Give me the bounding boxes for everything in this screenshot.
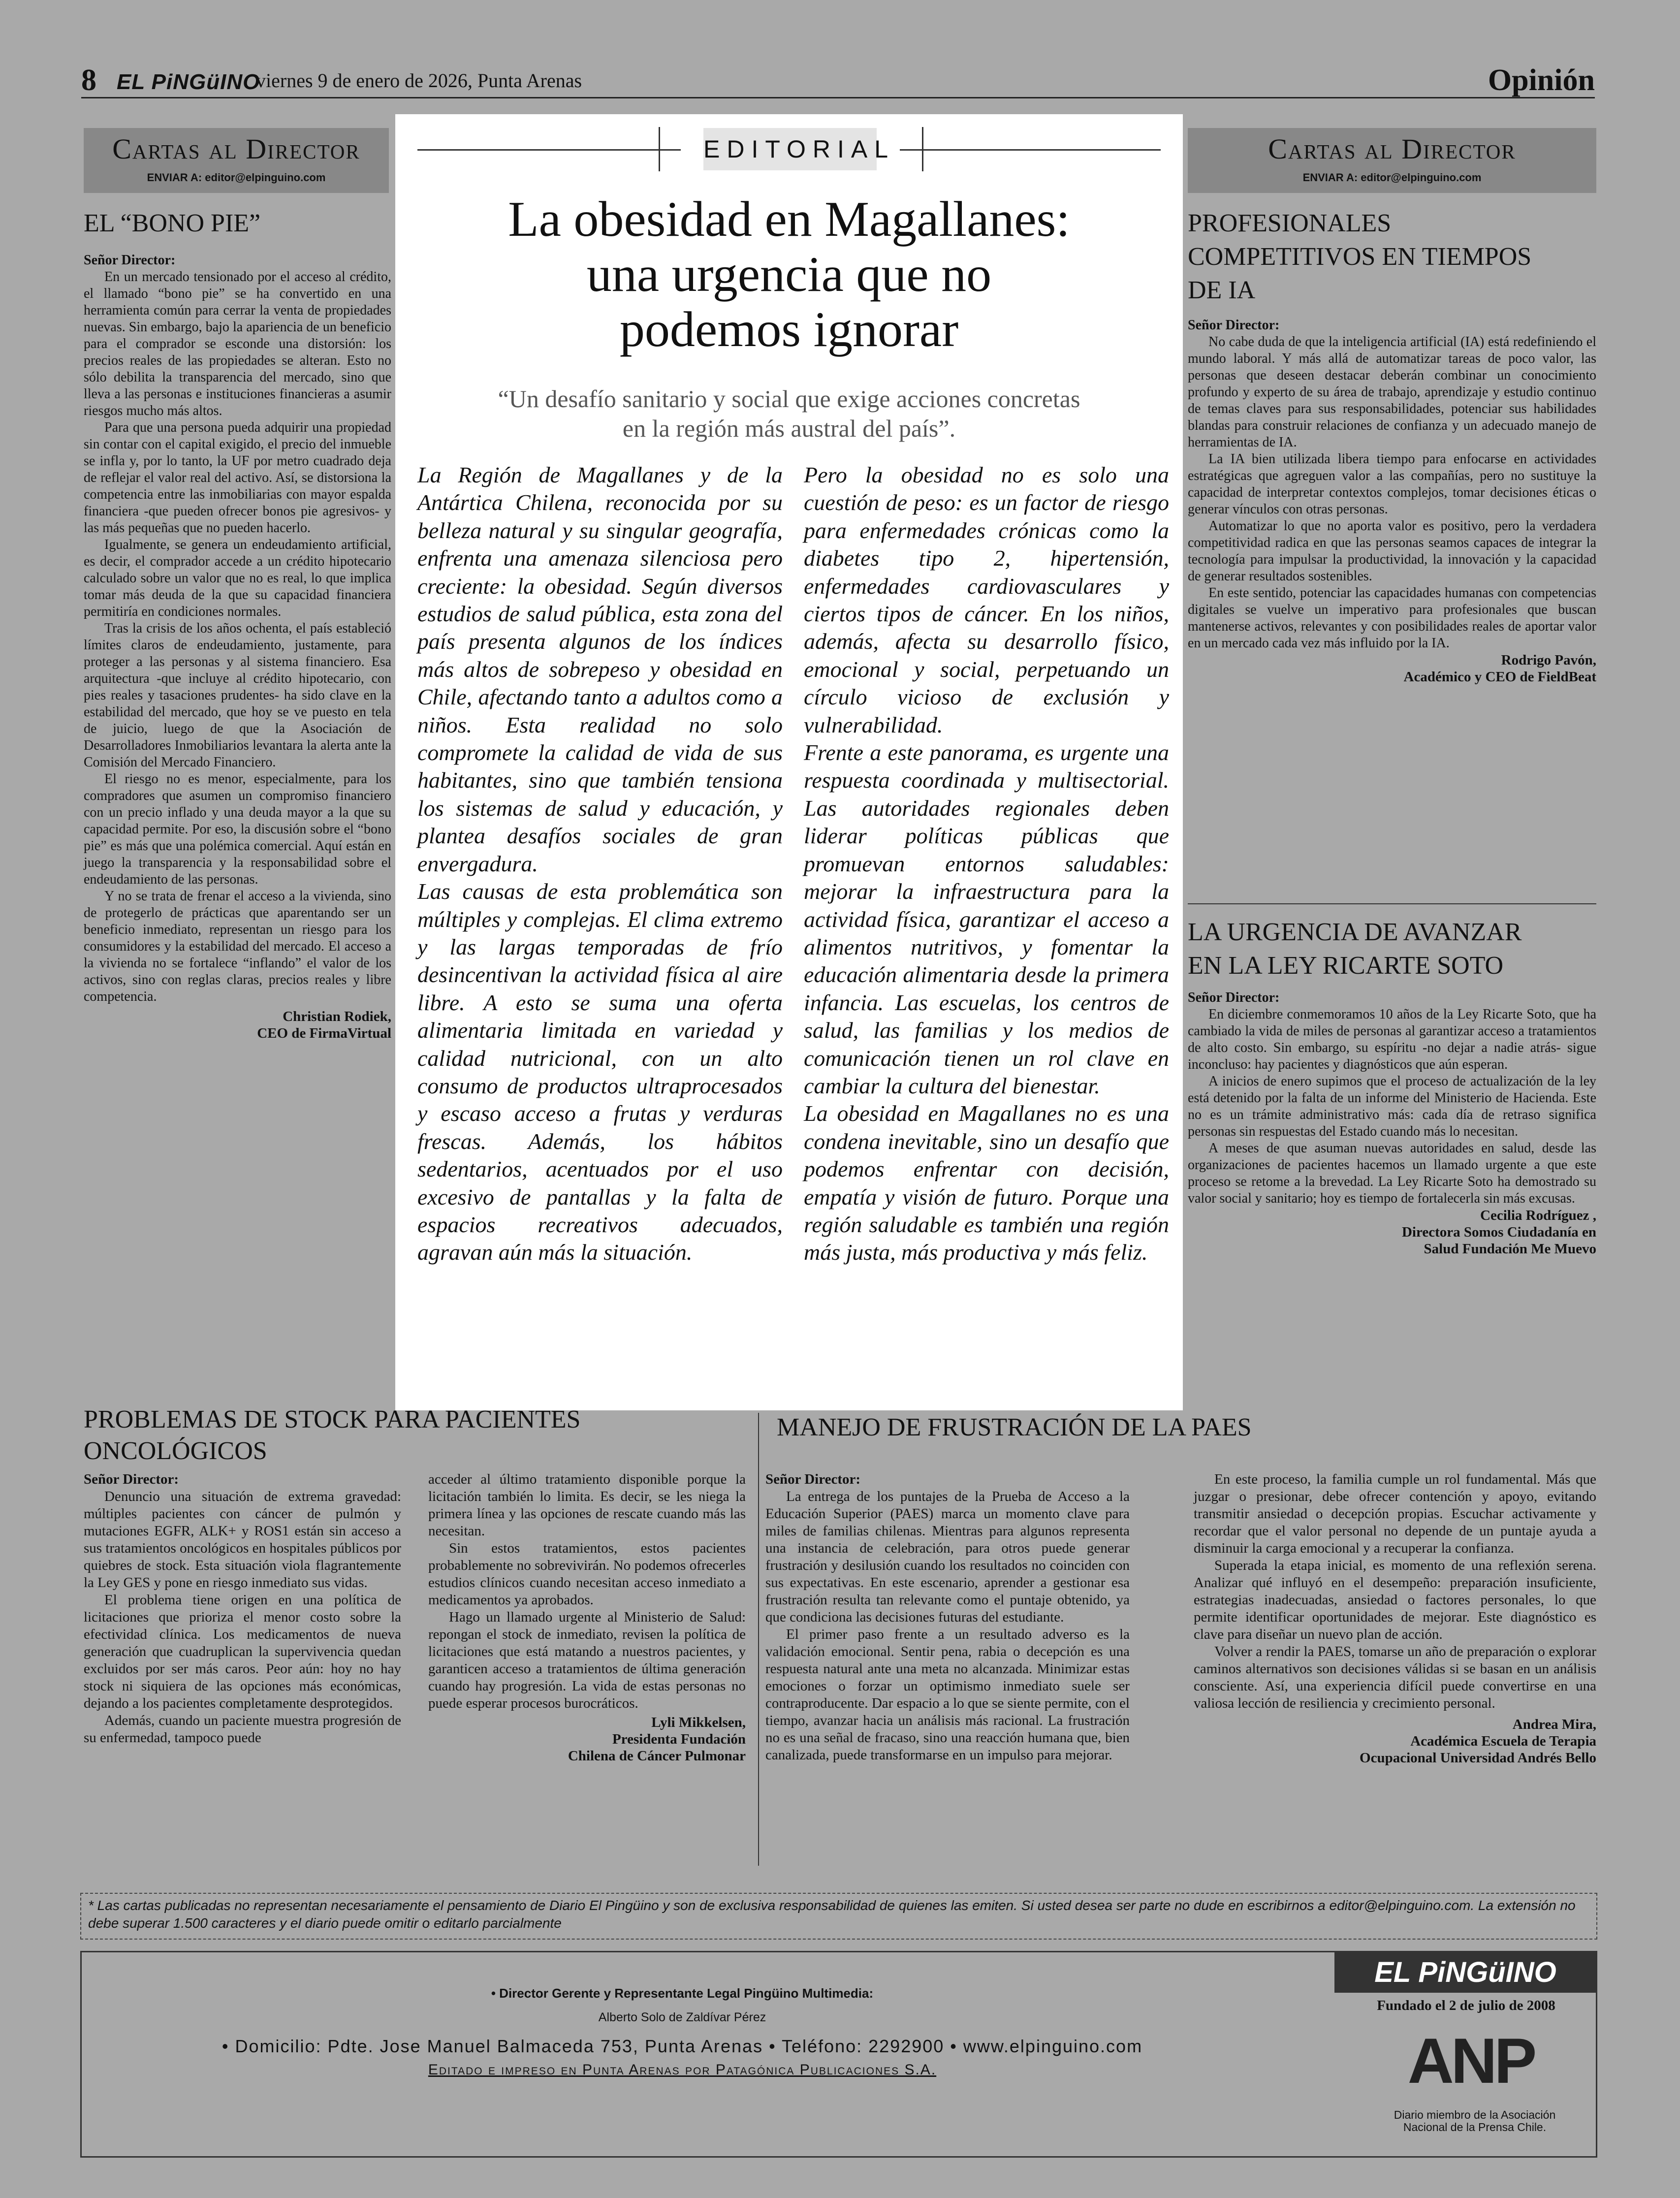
letter-bono-pie — [84, 207, 391, 1042]
letter-paragraph: Sin estos tratamientos, estos pacientes probablemente no sobrevivirán. No podemos ofrecerles estudios clínicos cuando necesitan acceso inmediato a medicamentos ya aprobados. — [428, 1540, 746, 1608]
signature-title: Presidenta Fundación — [612, 1731, 746, 1747]
letters-banner-left — [84, 128, 389, 193]
letter-paragraph: El problema tiene origen en una política de licitaciones que prioriza el menor costo sobre la efectividad clínica. Los medicamentos de nueva generación que cuadruplican la supervivencia quedan excluidos por ser más caros. Peor aún: hoy no hay stock ni siquiera de las opciones más económicas, dejando a los pacientes completamente desprotegidos. — [84, 1592, 401, 1711]
editorial-paragraph: Las causas de esta problemática son múltiples y complejas. El clima extremo y las largas temporadas de frío desincentivan la actividad física al aire libre. A esto se suma una oferta alimentaria limitada en variedad y calidad nutricional, con un alto consumo de productos ultraprocesados y escaso acceso a frutas y verduras frescas. Además, los hábitos sedentarios, acentuados por el uso excesivo de pantallas y la falta de espacios recreativos adecuados, agravan aún más la situación. — [417, 879, 783, 1265]
letter-paragraph: En diciembre conmemoramos 10 años de la Ley Ricarte Soto, que ha cambiado la vida de miles de personas al garantizar acceso a tratamientos de alto costo. Sin embargo, su espíritu -no dejar a nadie atrás- sigue inconcluso: hay pacientes y diagnósticos que aún esperan. — [1188, 1007, 1596, 1072]
editorial-rule-tick — [922, 127, 923, 171]
anp-caption — [1381, 2109, 1568, 2134]
signature-name: Rodrigo Pavón, — [1501, 652, 1596, 668]
letter-paragraph: A inicios de enero supimos que el proceso de actualización de la ley está detenido por la falta de un informe del Ministerio de Hacienda. Este no es un trámite administrativo más: cada día de retraso significa personas sin respuestas del Estado cuando más lo necesitan. — [1188, 1074, 1596, 1139]
page-header — [81, 63, 1595, 98]
editorial-title-line: podemos ignorar — [619, 302, 959, 357]
signature-name: Christian Rodiek, — [283, 1009, 391, 1024]
letter-salutation: Señor Director: — [1188, 990, 1280, 1005]
anp-logo-text: ANP — [1407, 2025, 1534, 2097]
letter-paragraph: Superada la etapa inicial, es momento de una reflexión serena. Analizar qué influyó en el desempeño: preparación insuficiente, estrategias inadecuadas, ansiedad o factores personales, lo que permite identificar oportunidades de mejorar. Este diagnóstico es clave para diseñar un nuevo plan de acción. — [1194, 1558, 1596, 1642]
editorial-dek-line: en la región más austral del país”. — [622, 414, 956, 442]
signature-title: Salud Fundación Me Muevo — [1424, 1241, 1596, 1257]
editorial-paragraph: La obesidad en Magallanes no es una condena inevitable, sino un desafío que podemos enfrentar con decisión, empatía y visión de futuro. Porque una región saludable es también una región más justa, más productiva y más feliz. — [804, 1101, 1169, 1265]
letters-banner-email: ENVIAR A: editor@elpinguino.com — [147, 171, 326, 184]
letter-stock-column-1 — [84, 1471, 401, 1747]
letters-banner-right — [1188, 128, 1596, 193]
letter-paragraph: El riesgo no es menor, especialmente, para los compradores que asumen un compromiso financiero con un precio inflado y una deuda mayor a la que su capacidad permite. Por eso, la discusión sobre el “bono pie” es más que una polémica comercial. Aquí están en juego la transparencia y la responsabilidad sobre el endeudamiento de las personas. — [84, 771, 391, 887]
headline-line: ONCOLÓGICOS — [84, 1437, 267, 1465]
signature-title: Ocupacional Universidad Andrés Bello — [1360, 1750, 1596, 1766]
editorial-paragraph: La Región de Magallanes y de la Antártica Chilena, reconocida por su belleza natural y su singular geografía, enfrenta una amenaza silenciosa pero creciente: la obesidad. Según diversos estudios de salud pública, esta zona del país presenta algunos de los índices más altos de sobrepeso y obesidad en Chile, afectando tanto a adultos como a niños. Esta realidad no solo compromete la calidad de vida de sus habitantes, sino que también tensiona los sistemas de salud y educación, y plantea desafíos sociales de gran envergadura. — [417, 462, 783, 876]
anp-caption-line: Diario miembro de la Asociación — [1394, 2108, 1556, 2121]
letters-banner-email: ENVIAR A: editor@elpinguino.com — [1302, 171, 1482, 184]
headline-line: PROFESIONALES — [1188, 209, 1392, 237]
letter-paragraph: En este proceso, la familia cumple un rol fundamental. Más que juzgar o presionar, debe ofrecer contención y apoyo, evitando transmitir ansiedad o decepción propias. Escuchar activamente y recordar que el valor personal no depende de un puntaje ayuda a disminuir la carga emocional y a recuperar la confianza. — [1194, 1471, 1596, 1556]
date-line: viernes 9 de enero de 2026, Punta Arenas — [256, 69, 582, 92]
letters-disclaimer: * Las cartas publicadas no representan necesariamente el pensamiento de Diario El Pingüino y son de exclusiva responsabilidad de quienes las emiten. Si usted desea ser parte no dude en escribirnos a editor@elpinguino.com. La extensión no debe superar 1.500 caracteres y el diario puede omitir o editarlo parcialmente — [80, 1893, 1597, 1940]
editorial-title-line: una urgencia que no — [586, 247, 992, 302]
letter-paragraph: Tras la crisis de los años ochenta, el país estableció límites claros de endeudamiento, justamente, para proteger a las personas y al sistema financiero. Esa arquitectura -que incluye al crédito hipotecario, con pies reales y tasaciones prudentes- ha sido clave en la estabilidad del mercado, que hoy se ve puesto en tela de juicio, luego de que la Asociación de Desarrolladores Inmobiliarios levantara la alerta ante la Comisión del Mercado Financiero. — [84, 621, 391, 770]
editorial-rule-left — [417, 149, 681, 151]
signature-title: CEO de FirmaVirtual — [257, 1025, 391, 1041]
letter-paes-column-2 — [1194, 1471, 1596, 1766]
letter-paragraph: A meses de que asuman nuevas autoridades en salud, desde las organizaciones de pacientes hacemos un llamado urgente a que este proceso se retome a la brevedad. La Ley Ricarte Soto ha demostrado su valor social y sanitario; hoy es tiempo de fortalecerla sin más excusas. — [1188, 1141, 1596, 1206]
editorial-dek-line: “Un desafío sanitario y social que exige acciones concretas — [498, 385, 1080, 413]
letter-headline — [1188, 916, 1596, 983]
headline-line: EN LA LEY RICARTE SOTO — [1188, 952, 1504, 980]
letter-paragraph: Además, cuando un paciente muestra progresión de su enfermedad, tampoco puede — [84, 1713, 401, 1746]
column-divider — [758, 1413, 759, 1866]
masthead-footer — [80, 1951, 1597, 2158]
signature-title: Académico y CEO de FieldBeat — [1403, 669, 1596, 685]
letter-headline: EL “BONO PIE” — [84, 209, 261, 237]
editorial-paragraph: Pero la obesidad no es solo una cuestión de peso: es un factor de riesgo para enfermedades crónicas como la diabetes tipo 2, hipertensión, enfermedades cardiovasculares y ciertos tipos de cáncer. En los niños, además, afecta su desarrollo físico, emocional y social, perpetuando un círculo vicioso de exclusión y vulnerabilidad. — [804, 462, 1169, 737]
headline-line: COMPETITIVOS EN TIEMPOS — [1188, 243, 1532, 271]
letter-paragraph: La entrega de los puntajes de la Prueba de Acceso a la Educación Superior (PAES) marca un momento clave para miles de familias chilenas. Mientras para algunos representa una instancia de celebración, para otros puede generar frustración y desilusión cuando los resultados no coinciden con sus expectativas. En este escenario, aprender a gestionar esa frustración resulta tan relevante como el puntaje obtenido, ya que condiciona las decisiones futuras del estudiante. — [765, 1489, 1130, 1625]
letter-paes-column-1 — [765, 1471, 1130, 1764]
editorial-column-1 — [417, 461, 783, 1267]
letter-paes-headline: MANEJO DE FRUSTRACIÓN DE LA PAES — [777, 1413, 1252, 1441]
letter-headline — [1188, 207, 1596, 307]
letter-paragraph: Y no se trata de frenar el acceso a la vivienda, sino de protegerlo de prácticas que aparentando ser un beneficio inmediato, representan un riesgo para los consumidores y la estabilidad del mercado. El acceso a la vivienda no se fortalece “inflando” el valor de los activos, sino con reglas claras, precios reales y libre competencia. — [84, 889, 391, 1004]
column-divider — [1188, 903, 1596, 904]
editorial-label: EDITORIAL — [703, 128, 877, 170]
letter-paragraph: El primer paso frente a un resultado adverso es la validación emocional. Sentir pena, rabia o decepción es una respuesta natural ante una meta no alcanzada. Minimizar estas emociones o forzar un optimismo inmediato suele ser contraproducente. Dar espacio a lo que se siente permite, con el tiempo, avanzar hacia un análisis más racional. La frustración no es una señal de fracaso, sino una reacción humana que, bien canalizada, puede transformarse en un impulso para mejorar. — [765, 1626, 1130, 1763]
section-title: Opinión — [1488, 64, 1595, 97]
letter-paragraph: No cabe duda de que la inteligencia artificial (IA) está redefiniendo el mundo laboral. Y más allá de automatizar tareas de poco valor, las personas que deseen destacar deberán combinar un conocimiento profundo y experto de su área de trabajo, aprendizaje y estudio continuo de temas claves para sus responsabilidades, potenciar sus habilidades blandas para construir relaciones de confianza y un adecuado manejo de herramientas de IA. — [1188, 334, 1596, 450]
letter-paragraph: Automatizar lo que no aporta valor es positivo, pero la verdadera competitividad radica en que las personas seamos capaces de integrar la tecnología para impulsar la productividad, la innovación y la capacidad de generar resultados sostenibles. — [1188, 518, 1596, 584]
headline-line: DE IA — [1188, 276, 1256, 304]
letter-paragraph: Volver a rendir la PAES, tomarse un año de preparación o explorar caminos alternativos son decisiones válidas si se basan en un análisis consciente. Así, una experiencia difícil puede convertirse en una valiosa lección de resiliencia y crecimiento personal. — [1194, 1644, 1596, 1711]
letter-salutation: Señor Director: — [84, 253, 176, 268]
editorial-paragraph: Frente a este panorama, es urgente una respuesta coordinada y multisectorial. Las autoridades regionales deben liderar políticas públicas que promuevan entornos saludables: mejorar la infraestructura para la actividad física, garantizar el acceso a alimentos nutritivos, y fomentar la educación alimentaria desde la primera infancia. Las escuelas, los centros de salud, las familias y los medios de comunicación tienen un rol clave en cambiar la cultura del bienestar. — [804, 740, 1169, 1098]
newspaper-brand: EL PiNGüINO — [117, 70, 260, 94]
letter-signature — [1194, 1716, 1596, 1766]
letter-paragraph: acceder al último tratamiento disponible porque la licitación también lo limita. Es decir, se les niega la primera línea y las opciones de rescate cuando más las necesitan. — [428, 1471, 746, 1539]
letter-paragraph: Igualmente, se genera un endeudamiento artificial, es decir, el comprador accede a un crédito hipotecario calculado sobre un valor que no es real, lo que implica tomar más deuda de la que su capacidad financiera permitiría en condiciones normales. — [84, 537, 391, 619]
signature-title: Académica Escuela de Terapia — [1410, 1733, 1596, 1749]
letter-paragraph: Hago un llamado urgente al Ministerio de Salud: repongan el stock de inmediato, revisen la política de licitaciones que está matando a nuestros pacientes, y garanticen acceso a tratamientos de última generación cuando hay progresión. La vida de estas personas no puede esperar procesos burocráticos. — [428, 1609, 746, 1711]
letter-paragraph: En este sentido, potenciar las capacidades humanas con competencias digitales se vuelve un imperativo para profesionales que buscan mantenerse activos, relevantes y con posibilidades reales de aportar valor en un mercado cada vez más influido por la IA. — [1188, 585, 1596, 651]
letter-ricarte-soto — [1188, 916, 1596, 1257]
editorial-rule-right — [900, 149, 1161, 151]
letter-paragraph: En un mercado tensionado por el acceso al crédito, el llamado “bono pie” se ha convertido en una herramienta común para cerrar la venta de propiedades nuevas. Sin embargo, bajo la apariencia de un beneficio para el comprador se esconde una distorsión: los precios reales de las propiedades se alteran. Esto no sólo debilita la transparencia del mercado, sino que lleva a las personas e instituciones financieras a asumir riesgos mucho más altos. — [84, 269, 391, 418]
letter-signature — [1188, 652, 1596, 685]
letter-salutation: Señor Director: — [765, 1471, 861, 1487]
headline-line: LA URGENCIA DE AVANZAR — [1188, 918, 1522, 946]
letter-stock-oncologico — [84, 1404, 753, 1467]
letter-salutation: Señor Director: — [1188, 318, 1280, 333]
letter-signature — [84, 1008, 391, 1042]
footer-brand-logo: EL PiNGüINO — [1334, 1952, 1596, 1993]
signature-title: Chilena de Cáncer Pulmonar — [568, 1748, 746, 1764]
editorial-box — [395, 114, 1183, 1410]
contact-line: • Domicilio: Pdte. Jose Manuel Balmaceda 753, Punta Arenas • Teléfono: 2292900 • www.elpinguino.com — [222, 2036, 1143, 2056]
letter-signature — [1188, 1207, 1596, 1257]
editorial-title-line: La obesidad en Magallanes: — [508, 191, 1070, 247]
director-name: Alberto Solo de Zaldívar Pérez — [598, 2010, 766, 2024]
letter-paragraph: Para que una persona pueda adquirir una propiedad sin contar con el capital exigido, el precio del inmueble se infla y, por lo tanto, la UF por metro cuadrado deja de reflejar el valor real del activo. Así, se distorsiona la competencia entre las inmobiliarias con mayor espalda financiera -que pueden ofrecer bonos pie agresivos- y las más pequeñas que no pueden hacerlo. — [84, 420, 391, 536]
letters-banner-title: Cartas al Director — [112, 133, 360, 165]
editorial-title — [395, 192, 1183, 357]
anp-caption-line: Nacional de la Prensa Chile. — [1403, 2121, 1547, 2134]
letter-headline — [84, 1404, 753, 1467]
letter-paragraph: La IA bien utilizada libera tiempo para enfocarse en actividades estratégicas que agreguen valor a las compañías, pero no sustituye la capacidad de interpretar contextos complejos, tomar decisiones éticas o generar vínculos con otras personas. — [1188, 451, 1596, 517]
letter-paragraph: Denuncio una situación de extrema gravedad: múltiples pacientes con cáncer de pulmón y mutaciones EGFR, ALK+ y ROS1 están sin acceso a sus tratamientos oncológicos en hospitales públicos por quiebres de stock. Esta situación viola flagrantemente la Ley GES y pone en riesgo inmediato sus vidas. — [84, 1489, 401, 1591]
editorial-column-2 — [804, 461, 1169, 1267]
letters-banner-title: Cartas al Director — [1268, 133, 1516, 165]
letter-signature — [428, 1714, 746, 1764]
signature-name: Andrea Mira, — [1512, 1717, 1596, 1732]
director-label: • Director Gerente y Representante Legal Pingüino Multimedia: — [491, 1986, 874, 2001]
signature-name: Cecilia Rodríguez , — [1480, 1208, 1596, 1223]
editorial-dek — [415, 384, 1163, 443]
page-number: 8 — [81, 64, 96, 97]
editorial-rule-tick — [659, 127, 660, 171]
letter-salutation: Señor Director: — [84, 1471, 179, 1487]
printed-by-line: Editado e impreso en Punta Arenas por Patagónica Publicaciones S.A. — [428, 2062, 937, 2078]
signature-name: Lyli Mikkelsen, — [651, 1715, 746, 1730]
letter-stock-column-2 — [428, 1471, 746, 1764]
signature-title: Directora Somos Ciudadanía en — [1401, 1224, 1596, 1240]
headline-line: PROBLEMAS DE STOCK PARA PACIENTES — [84, 1405, 581, 1433]
letter-ia — [1188, 207, 1596, 685]
founded-date: Fundado el 2 de julio de 2008 — [1377, 1998, 1555, 2013]
anp-logo — [1407, 2020, 1535, 2097]
